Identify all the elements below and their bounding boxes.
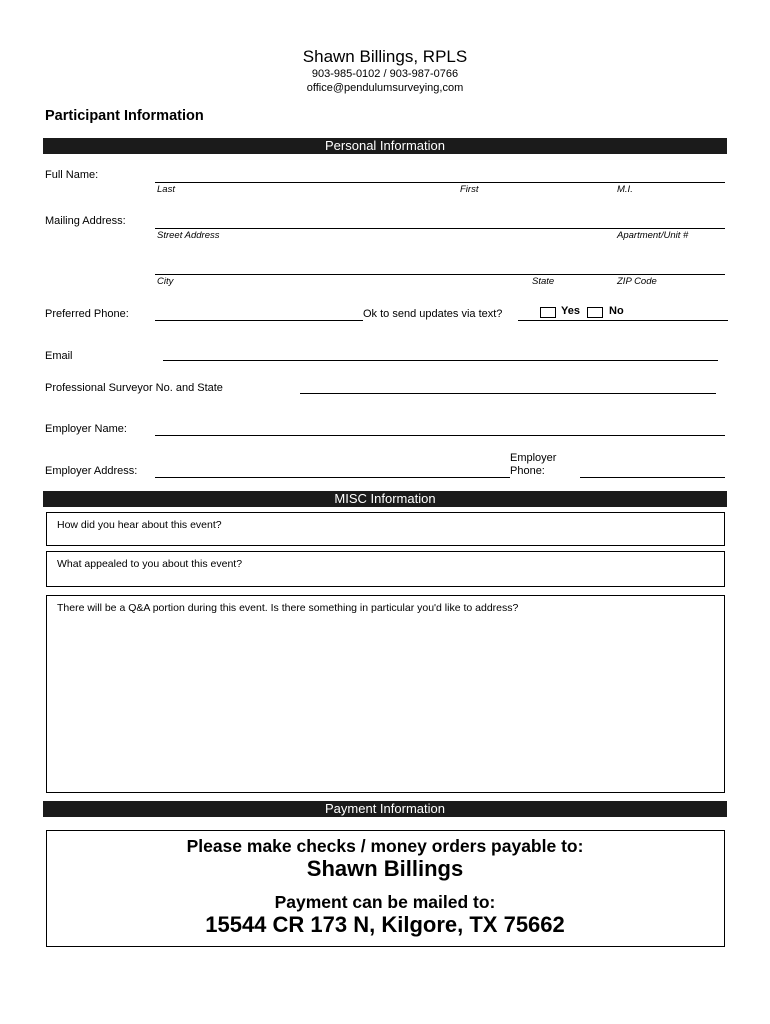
mail-to-label: Payment can be mailed to: bbox=[274, 892, 496, 912]
no-checkbox[interactable] bbox=[587, 307, 603, 318]
payable-to-label: Please make checks / money orders payable to: bbox=[186, 836, 584, 856]
employer-phone-field[interactable] bbox=[580, 477, 725, 478]
hear-about-event-question: How did you hear about this event? bbox=[57, 519, 222, 531]
employer-phone-label-line2: Phone: bbox=[510, 465, 545, 477]
mi-sublabel: M.I. bbox=[617, 184, 633, 195]
zip-sublabel: ZIP Code bbox=[617, 276, 657, 287]
street-sublabel: Street Address bbox=[157, 230, 220, 241]
city-sublabel: City bbox=[157, 276, 174, 287]
email-field[interactable] bbox=[163, 360, 718, 361]
employer-address-label: Employer Address: bbox=[45, 465, 138, 477]
yes-label: Yes bbox=[561, 305, 580, 317]
organizer-name: Shawn Billings, RPLS bbox=[302, 47, 468, 66]
text-updates-question: Ok to send updates via text? bbox=[363, 308, 503, 320]
mailing-address: 15544 CR 173 N, Kilgore, TX 75662 bbox=[205, 912, 565, 937]
mailing-address-label: Mailing Address: bbox=[45, 215, 126, 227]
surveyor-number-field[interactable] bbox=[300, 393, 716, 394]
preferred-phone-field[interactable] bbox=[155, 320, 363, 321]
last-sublabel: Last bbox=[157, 184, 175, 195]
first-sublabel: First bbox=[460, 184, 479, 195]
employer-phone-label-line1: Employer bbox=[510, 452, 557, 464]
section-bar-misc: MISC Information bbox=[43, 491, 727, 507]
event-appeal-question: What appealed to you about this event? bbox=[57, 558, 243, 570]
state-sublabel: State bbox=[532, 276, 555, 287]
text-updates-underline bbox=[518, 320, 728, 321]
yes-checkbox[interactable] bbox=[540, 307, 556, 318]
email-label: Email bbox=[45, 350, 73, 362]
qa-topic-box[interactable] bbox=[46, 595, 725, 793]
street-address-field[interactable] bbox=[155, 228, 725, 229]
full-name-field[interactable] bbox=[155, 182, 725, 183]
apt-sublabel: Apartment/Unit # bbox=[617, 230, 689, 241]
section-bar-personal: Personal Information bbox=[43, 138, 727, 154]
surveyor-number-label: Professional Surveyor No. and State bbox=[45, 382, 223, 394]
full-name-label: Full Name: bbox=[45, 169, 99, 181]
city-state-zip-field[interactable] bbox=[155, 274, 725, 275]
organizer-email: office@pendulumsurveying,com bbox=[306, 82, 464, 94]
page-title: Participant Information bbox=[45, 108, 204, 124]
payee-name: Shawn Billings bbox=[306, 856, 464, 881]
employer-name-label: Employer Name: bbox=[45, 423, 127, 435]
employer-address-field[interactable] bbox=[155, 477, 510, 478]
preferred-phone-label: Preferred Phone: bbox=[45, 308, 129, 320]
organizer-phones: 903-985-0102 / 903-987-0766 bbox=[311, 68, 459, 80]
employer-name-field[interactable] bbox=[155, 435, 725, 436]
section-bar-payment: Payment Information bbox=[43, 801, 727, 817]
qa-topic-question: There will be a Q&A portion during this event. Is there something in particular you'd like to address? bbox=[57, 602, 519, 614]
no-label: No bbox=[609, 305, 624, 317]
